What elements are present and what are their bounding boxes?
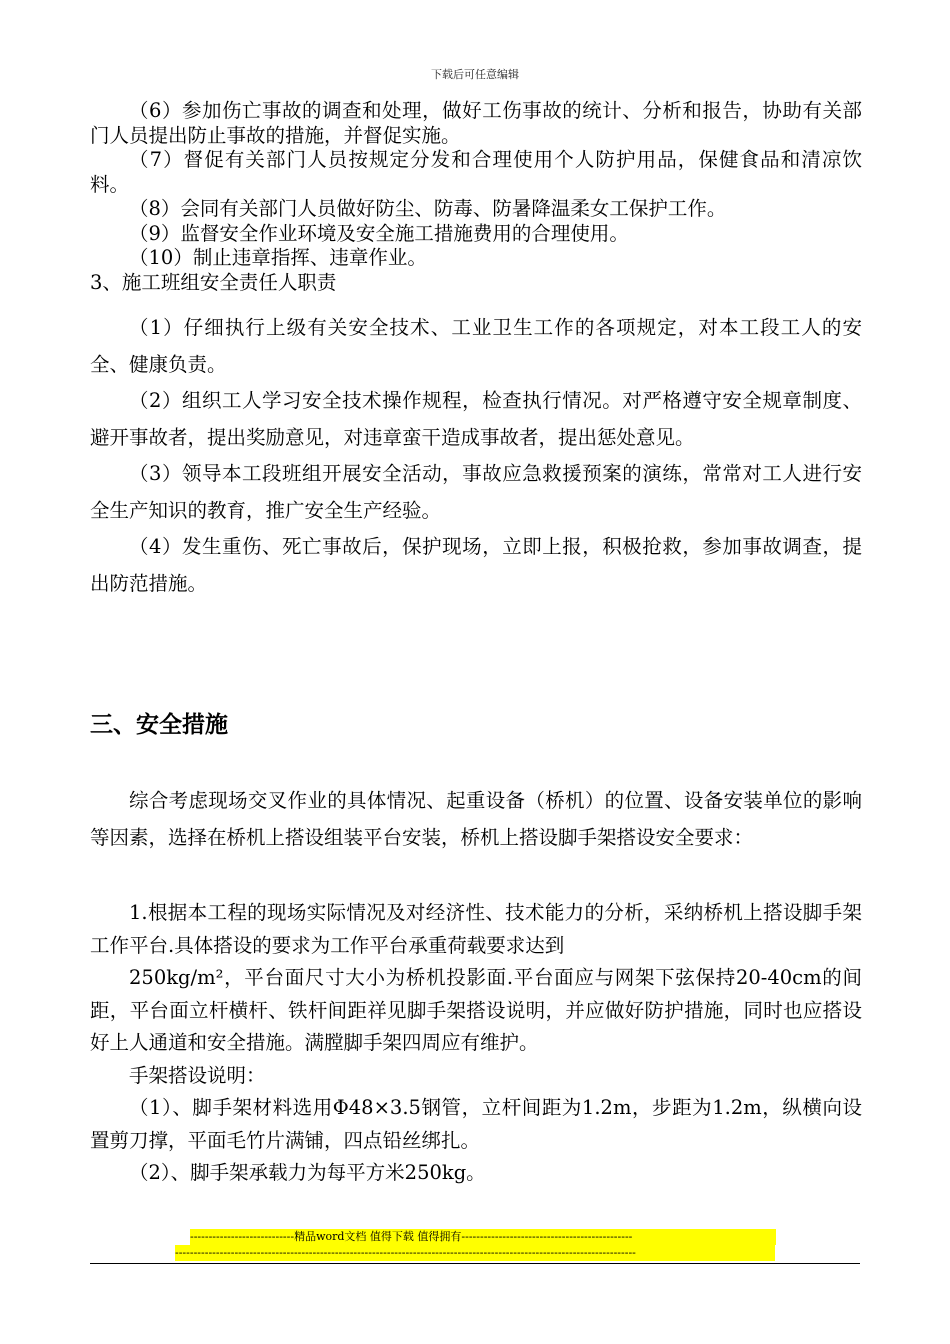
paragraph-team-item-2: （2）组织工人学习安全技术操作规程，检查执行情况。对严格遵守安全规章制度、避开事故者，提出奖励意见，对违章蛮干造成事故者，提出惩处意见。: [90, 389, 862, 449]
subheading-team-safety: 3、施工班组安全责任人职责: [90, 270, 337, 294]
paragraph-team-item-1: （1）仔细执行上级有关安全技术、工业卫生工作的各项规定，对本工段工人的安全、健康负责。: [90, 316, 862, 376]
scaffold-requirements: [90, 897, 862, 1190]
footer-banner: [175, 1229, 775, 1261]
paragraph-item-8: （8）会同有关部门人员做好防尘、防毒、防暑降温柔女工保护工作。: [129, 197, 727, 220]
paragraph-requirement-1-cont: 250kg/m²，平台面尺寸大小为桥机投影面.平台面应与网架下弦保持20-40cm的间距，平台面立杆横杆、铁杆间距祥见脚手架搭设说明，并应做好防护措施，同时也应搭设好上人通道和安全措施。满膛脚手架四周应有维护。: [90, 966, 862, 1054]
footer-banner-line-1: ----------------------------精品word文档 值得下载 值得拥有----------------------------------------------: [190, 1229, 776, 1245]
paragraph-team-item-3: （3）领导本工段班组开展安全活动，事故应急救援预案的演练，常常对工人进行安全生产知识的教育，推广安全生产经验。: [90, 462, 862, 522]
paragraph-item-7: （7）督促有关部门人员按规定分发和合理使用个人防护用品，保健食品和清凉饮料。: [90, 148, 862, 196]
paragraph-item-10: （10）制止违章指挥、违章作业。: [129, 246, 427, 269]
paragraph-team-item-4: （4）发生重伤、死亡事故后，保护现场，立即上报，积极抢救，参加事故调查，提出防范措施。: [90, 535, 862, 595]
paragraph-desc-1: （1）、脚手架材料选用Φ48×3.5钢管，立杆间距为1.2m，步距为1.2m，纵横向设置剪刀撑，平面毛竹片满铺，四点铅丝绑扎。: [90, 1096, 862, 1152]
paragraph-requirement-1: 1.根据本工程的现场实际情况及对经济性、技术能力的分析，采纳桥机上搭设脚手架工作平台.具体搭设的要求为工作平台承重荷载要求达到: [90, 901, 862, 957]
paragraph-item-9: （9）监督安全作业环境及安全施工措施费用的合理使用。: [129, 221, 629, 245]
section-title: 三、安全措施: [90, 712, 228, 738]
paragraph-safety-intro: 综合考虑现场交叉作业的具体情况、起重设备（桥机）的位置、设备安装单位的影响等因素，选择在桥机上搭设组装平台安装，桥机上搭设脚手架搭设安全要求：: [90, 789, 862, 849]
footer-banner-line-2: ----------------------------------------------------------------------------------------------------------------------------: [175, 1245, 775, 1261]
paragraph-item-6: （6）参加伤亡事故的调查和处理，做好工伤事故的统计、分析和报告，协助有关部门人员提出防止事故的措施，并督促实施。: [90, 99, 862, 147]
footer-divider: [90, 1263, 860, 1264]
header-note: 下载后可任意编辑: [431, 68, 519, 81]
safety-intro: [90, 783, 862, 856]
paragraph-desc-title: 手架搭设说明：: [129, 1063, 266, 1087]
paragraph-desc-2: （2）、脚手架承载力为每平方米250kg。: [129, 1161, 486, 1184]
responsibilities-list-a: [90, 99, 862, 295]
responsibilities-list-b: [90, 310, 862, 602]
